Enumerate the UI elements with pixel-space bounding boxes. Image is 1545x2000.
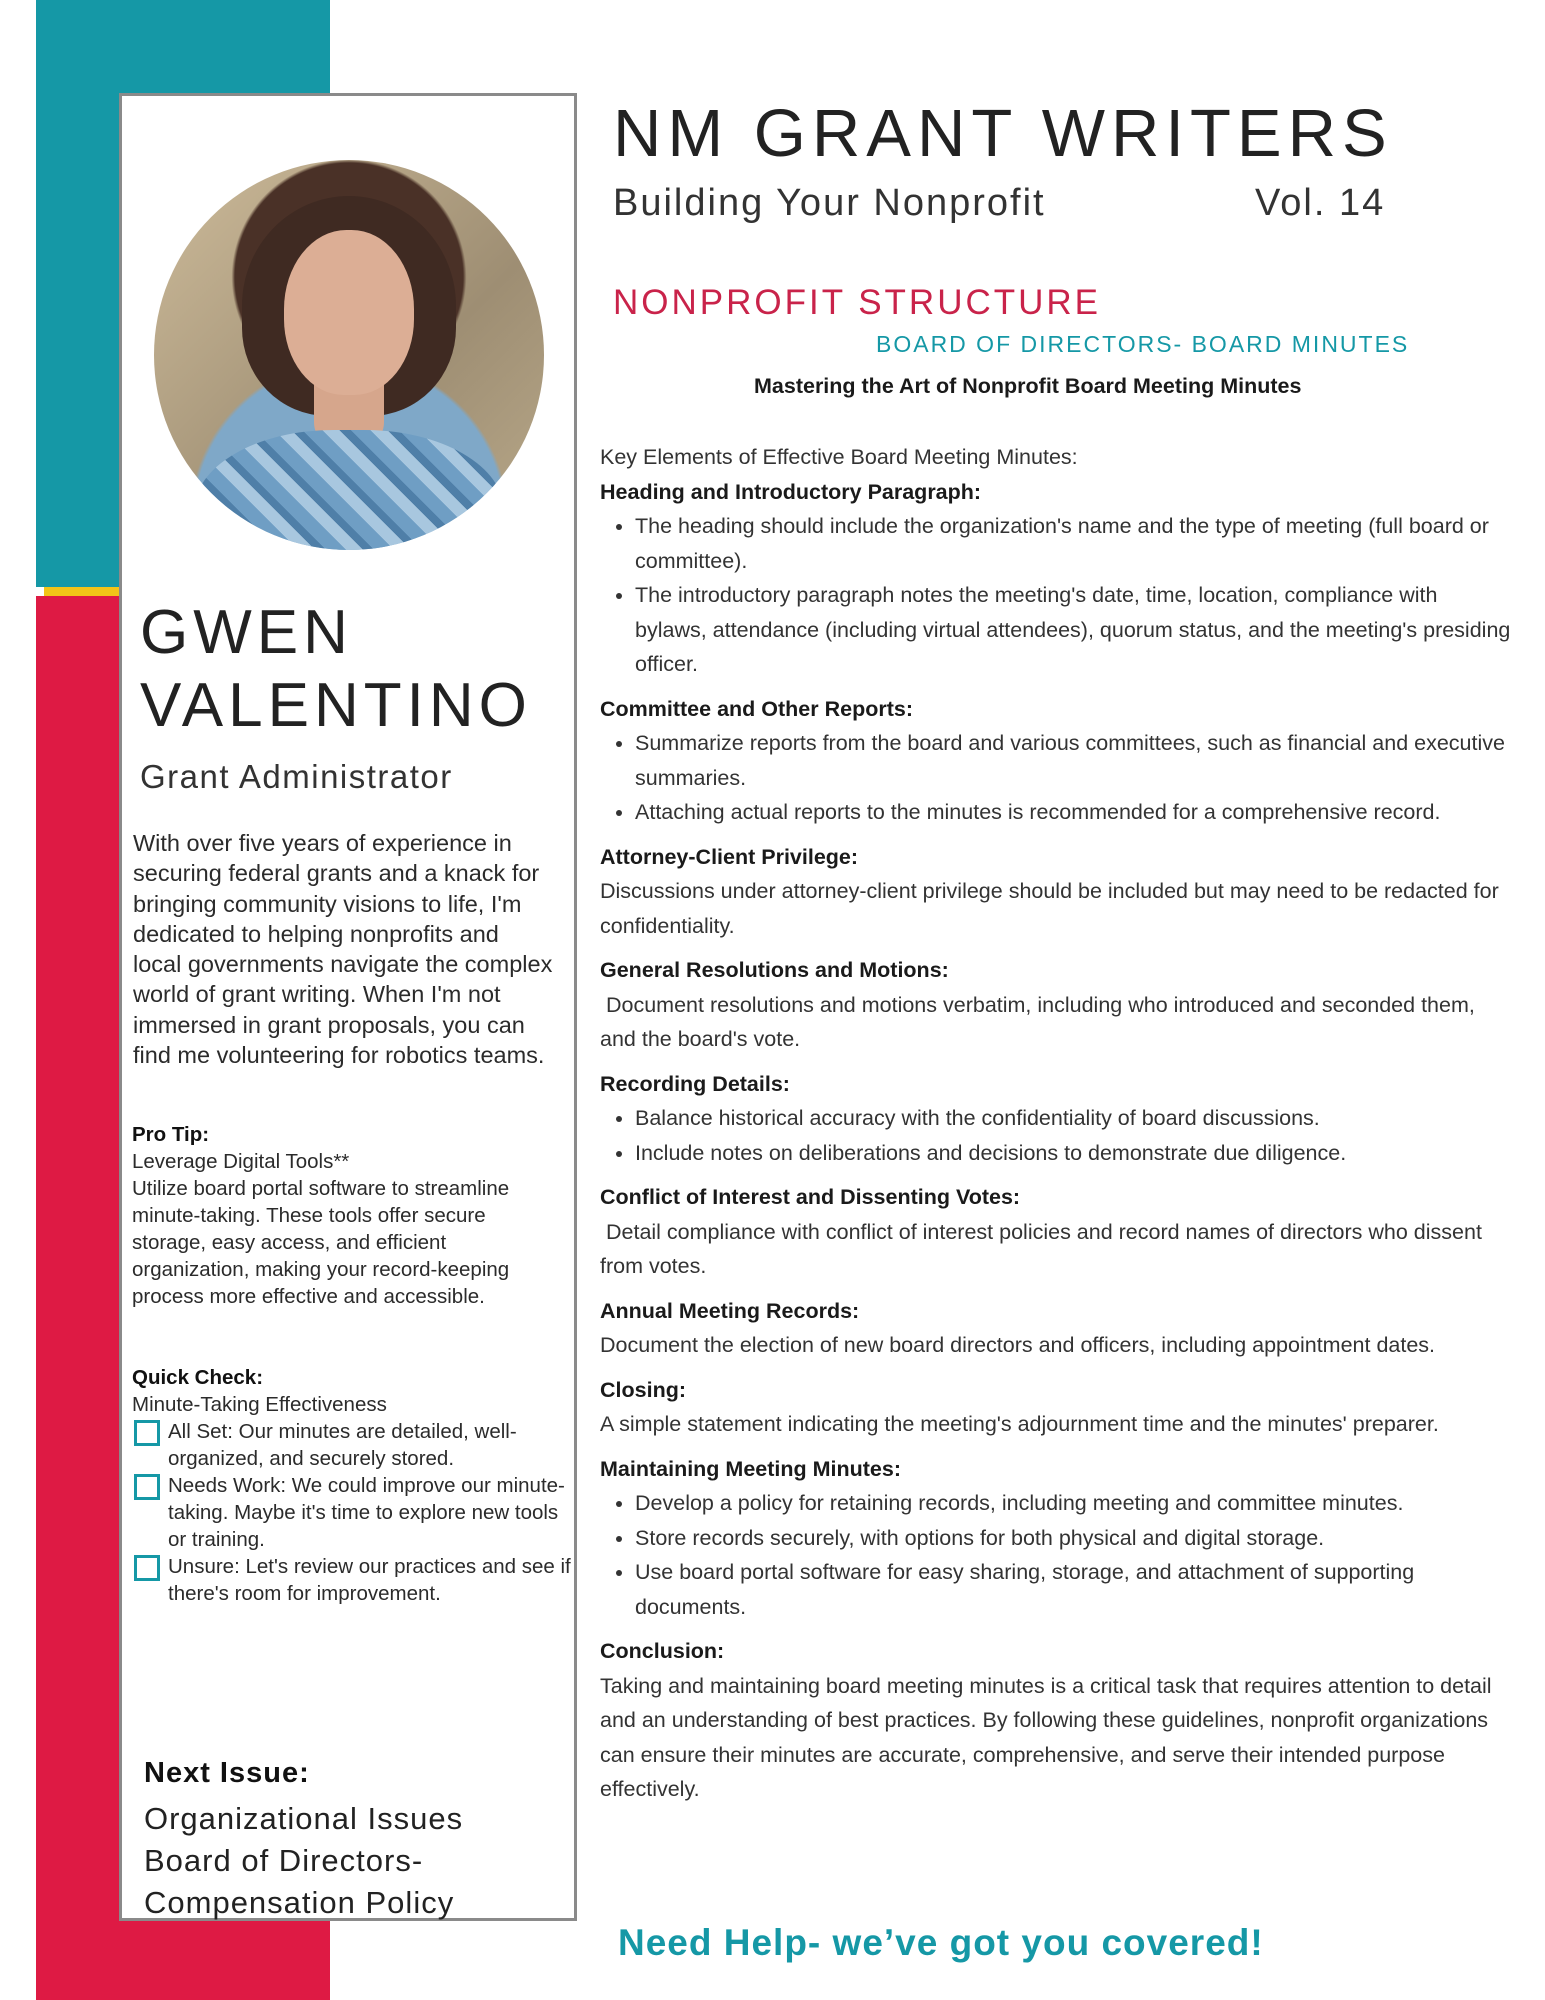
article-body (600, 440, 1515, 1807)
list-item: • Include notes on deliberations and decisions to demonstrate due diligence. (635, 1136, 1515, 1171)
article-subheading: Conclusion: (600, 1639, 725, 1663)
article-paragraph: A simple statement indicating the meeting's adjournment time and the minutes' preparer. (600, 1412, 1439, 1436)
profile-first-name: GWEN (140, 598, 353, 667)
list-item: • Attaching actual reports to the minutes is recommended for a comprehensive record. (635, 795, 1515, 830)
article-paragraph: Detail compliance with conflict of interest policies and record names of directors who dissent from votes. (600, 1219, 1488, 1278)
bullet-list (600, 509, 1515, 682)
article-subheading: Attorney-Client Privilege: (600, 844, 859, 869)
article-paragraph: Taking and maintaining board meeting minutes is a critical task that requires attention to detail and an understanding of best practices. By following these guidelines, nonprofit organizations can ensure their minutes are accurate, comprehensive, and serve their intended purpose effectively. (600, 1673, 1492, 1801)
checklist-item (132, 1472, 572, 1553)
list-item: • Develop a policy for retaining records, including meeting and committee minutes. (635, 1486, 1515, 1521)
list-item: • The introductory paragraph notes the meeting's date, time, location, compliance with bylaws, attendance (including virtual attendees), quorum status, and the meeting's presiding officer. (635, 578, 1515, 682)
article-subheading: General Resolutions and Motions: (600, 958, 949, 982)
article-subheading: Closing: (600, 1377, 686, 1402)
article-subheading: Recording Details: (600, 1071, 790, 1096)
pro-tip (132, 1121, 562, 1310)
photo-face (284, 230, 414, 395)
checklist-item-text: Unsure: Let's review our practices and see if there's room for improvement. (168, 1555, 571, 1605)
profile-role: Grant Administrator (140, 758, 453, 795)
quick-check (132, 1364, 572, 1607)
article-subheading: Annual Meeting Records: (600, 1298, 860, 1323)
article-subheading: Heading and Introductory Paragraph: (600, 479, 982, 504)
bullet-list (600, 726, 1515, 830)
section-subheading: BOARD OF DIRECTORS- BOARD MINUTES (876, 331, 1410, 357)
bullet-list (600, 1486, 1515, 1624)
article-subheading: Conflict of Interest and Dissenting Votes: (600, 1185, 1021, 1209)
profile-bio: With over five years of experience in securing federal grants and a knack for bringing community visions to life, I'm dedicated to helping nonprofits and local governments navigate the complex world of grant writing. When I'm not immersed in grant proposals, you can find me volunteering for robotics teams. (133, 830, 553, 1069)
article-paragraph: Discussions under attorney-client privilege should be included but may need to be redacted for confidentiality. (600, 879, 1499, 938)
yellow-accent-stripe (44, 587, 120, 596)
next-issue-label: Next Issue: (144, 1757, 310, 1789)
list-item: • Balance historical accuracy with the confidentiality of board discussions. (635, 1101, 1515, 1136)
bullet-list (600, 1101, 1515, 1170)
section-heading: NONPROFIT STRUCTURE (613, 283, 1102, 322)
next-issue-line: Organizational Issues (144, 1801, 464, 1836)
list-item: • The heading should include the organization's name and the type of meeting (full board or committee). (635, 509, 1515, 578)
profile-photo (154, 160, 544, 550)
list-item: • Summarize reports from the board and various committees, such as financial and executive summaries. (635, 726, 1515, 795)
article-intro: Key Elements of Effective Board Meeting Minutes: (600, 445, 1078, 469)
checkbox-icon[interactable] (134, 1474, 160, 1500)
checkbox-icon[interactable] (134, 1420, 160, 1446)
list-item: • Store records securely, with options for both physical and digital storage. (635, 1521, 1515, 1556)
masthead-subtitle: Building Your Nonprofit (613, 182, 1046, 224)
volume-number: Vol. 14 (1255, 182, 1386, 224)
pro-tip-label: Pro Tip: (132, 1123, 210, 1146)
help-tagline: Need Help- we’ve got you covered! (618, 1922, 1264, 1963)
article-paragraph: Document resolutions and motions verbatim, including who introduced and seconded them, and the board's vote. (600, 992, 1481, 1051)
quick-check-title: Minute-Taking Effectiveness (132, 1393, 387, 1416)
article-subheading: Committee and Other Reports: (600, 696, 913, 721)
article-headline: Mastering the Art of Nonprofit Board Meeting Minutes (754, 374, 1302, 398)
list-item: • Use board portal software for easy sharing, storage, and attachment of supporting documents. (635, 1555, 1515, 1624)
checklist-item (132, 1418, 572, 1472)
article-paragraph: Document the election of new board directors and officers, including appointment dates. (600, 1333, 1436, 1357)
masthead-title: NM GRANT WRITERS (613, 96, 1393, 171)
next-issue-line: Board of Directors- (144, 1843, 424, 1878)
profile-last-name: VALENTINO (140, 671, 532, 740)
checklist-item-text: Needs Work: We could improve our minute-taking. Maybe it's time to explore new tools or training. (168, 1474, 565, 1551)
article-subheading: Maintaining Meeting Minutes: (600, 1456, 901, 1481)
next-issue-topics (144, 1798, 463, 1924)
checkbox-icon[interactable] (134, 1555, 160, 1581)
checklist-item (132, 1553, 572, 1607)
quick-check-label: Quick Check: (132, 1366, 264, 1389)
checklist-item-text: All Set: Our minutes are detailed, well-organized, and securely stored. (168, 1420, 517, 1470)
pro-tip-body: Utilize board portal software to streamline minute-taking. These tools offer secure storage, easy access, and efficient organization, making your record-keeping process more effective and accessible. (132, 1177, 510, 1308)
next-issue-line: Compensation Policy (144, 1885, 455, 1920)
photo-shirt (194, 430, 504, 550)
pro-tip-title: Leverage Digital Tools** (132, 1150, 350, 1173)
